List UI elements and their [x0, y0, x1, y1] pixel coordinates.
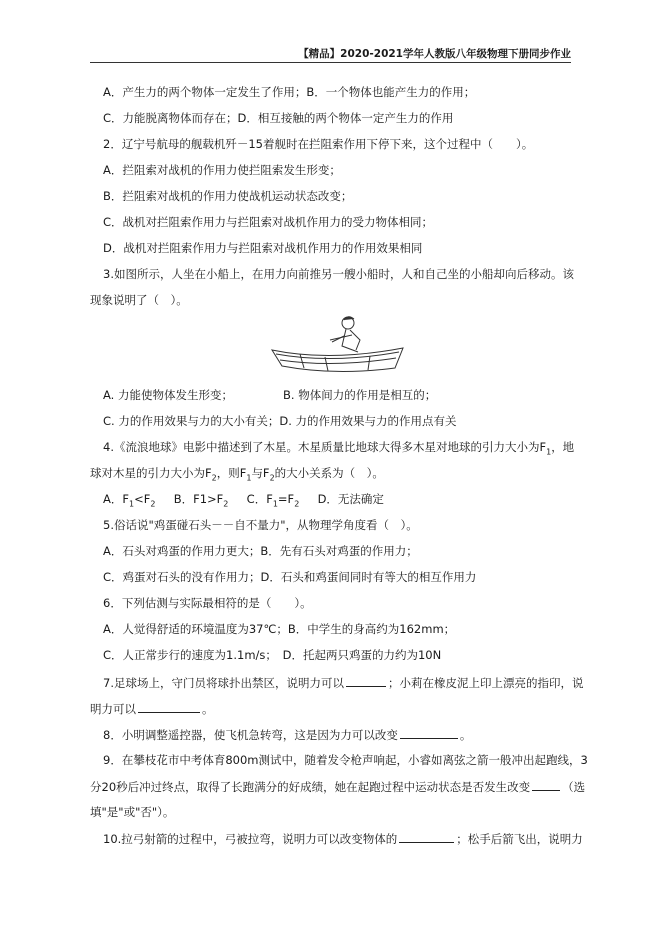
q2-stem: 2．辽宁号航母的舰载机歼－15着舰时在拦阻索作用下停下来，这个过程中（ ）。: [103, 137, 534, 151]
q5-stem: 5.俗话说"鸡蛋碰石头－－自不量力"，从物理学角度看（ ）。: [103, 518, 418, 532]
page-header: 【精品】2020-2021学年人教版八年级物理下册同步作业: [298, 48, 571, 60]
q4-sub-1: 1: [546, 447, 552, 457]
q4-text-1a: 4.《流浪地球》电影中描述到了木星。木星质量比地球大得多木星对地球的引力大小为F: [103, 440, 547, 454]
q10-text-b: ；松手后箭飞出，说明力: [456, 832, 583, 846]
q9-text-2b: （选: [562, 780, 586, 794]
q8-stem: [103, 727, 471, 742]
q4-opt-c-sub1: 1: [272, 499, 278, 509]
boat-figure: [270, 310, 405, 380]
q4-option-c: [246, 492, 300, 509]
q3-option-a-text: A. 力能使物体发生形变；: [103, 388, 233, 402]
q7-text-1b: ；小莉在橡皮泥上印上漂亮的指印，说: [387, 676, 584, 690]
q5-options-ab: A．石头对鸡蛋的作用力更大；B．先有石头对鸡蛋的作用力；: [103, 544, 418, 558]
q7-blank-1[interactable]: [346, 675, 386, 687]
q9-blank[interactable]: [532, 779, 560, 791]
q4-sub-2: 2: [211, 473, 217, 483]
q4-opt-a-1: A．F: [103, 492, 129, 506]
q6-options-ab: A．人觉得舒适的环境温度为37℃；B．中学生的身高约为162mm；: [103, 622, 456, 636]
q4-opt-a-sub2: 2: [150, 499, 156, 509]
q7-text-1a: 7.足球场上，守门员将球扑出禁区，说明力可以: [103, 676, 344, 690]
q4-option-a: [103, 492, 156, 509]
q4-sub-4: 2: [269, 473, 275, 483]
q7-text-2b: 。: [202, 702, 214, 716]
q10-stem: [103, 831, 583, 846]
q4-option-b: [173, 492, 229, 509]
header-rule: [90, 62, 571, 63]
q4-option-d: D．无法确定: [317, 492, 384, 506]
q4-opt-c-2: =F: [277, 492, 295, 506]
q8-blank[interactable]: [400, 727, 458, 739]
q4-opt-b-1: B．F1>F: [173, 492, 224, 506]
q2-option-a: A．拦阻索对战机的作用力使拦阻索发生形变；: [103, 163, 341, 177]
q7-text-2a: 明力可以: [90, 702, 136, 716]
q7-blank-2[interactable]: [138, 701, 200, 713]
q4-options: [103, 492, 384, 511]
q8-text-a: 8．小明调整遥控器，使飞机急转弯，这是因为力可以改变: [103, 728, 398, 742]
q3-option-a: [103, 388, 233, 402]
q2-option-d: D．战机对拦阻索作用力与拦阻索对战机作用力的作用效果相同: [103, 241, 423, 255]
q3-stem-1: 3.如图所示，人坐在小船上，在用力向前推另一艘小船时，人和自己坐的小船却向后移动。该: [103, 267, 574, 281]
q1-options-ab: A．产生力的两个物体一定发生了作用；B．一个物体也能产生力的作用；: [103, 85, 476, 99]
q4-text-2d: 的大小关系为（ ）。: [274, 466, 384, 480]
q6-stem: 6．下列估测与实际最相符的是（ ）。: [103, 596, 312, 610]
q2-option-b: B．拦阻索对战机的作用力使战机运动状态改变；: [103, 189, 353, 203]
q4-opt-c-sub2: 2: [294, 499, 300, 509]
q2-option-c: C．战机对拦阻索作用力与拦阻索对战机作用力的受力物体相同；: [103, 215, 434, 229]
q4-text-2c: 与F: [251, 466, 270, 480]
q4-opt-c-1: C．F: [246, 492, 273, 506]
q4-text-2b: ，则F: [216, 466, 247, 480]
q10-text-a: 10.拉弓射箭的过程中，弓被拉弯，说明力可以改变物体的: [103, 832, 398, 846]
q4-sub-3: 1: [246, 473, 252, 483]
q4-text-2a: 球对木星的引力大小为F: [90, 466, 212, 480]
q10-blank[interactable]: [399, 831, 454, 843]
q4-stem-2: [90, 466, 384, 485]
q9-stem-1: 9．在攀枝花市中考体育800m测试中，随着发令枪声响起，小睿如离弦之箭一般冲出起跑线，3: [103, 753, 588, 767]
q4-opt-a-2: <F: [134, 492, 151, 506]
q3-stem-2: 现象说明了（ ）。: [90, 293, 188, 307]
q4-opt-a-sub1: 1: [128, 499, 135, 509]
q9-text-2a: 分20秒后冲过终点，取得了长跑满分的好成绩，她在起跑过程中运动状态是否发生改变: [90, 780, 531, 794]
q9-stem-2: [90, 779, 585, 794]
q1-options-cd: C．力能脱离物体而存在；D．相互接触的两个物体一定产生力的作用: [103, 111, 454, 125]
q8-text-b: 。: [459, 728, 472, 742]
q4-text-1b: ，地: [551, 440, 575, 454]
q7-stem-1: [103, 675, 583, 690]
q3-options-cd: C. 力的作用效果与力的大小有关；D. 力的作用效果与力的作用点有关: [103, 414, 457, 428]
q7-stem-2: [90, 701, 214, 716]
q9-stem-3: 填"是"或"否"）。: [90, 805, 175, 819]
q4-opt-b-sub: 2: [223, 499, 229, 509]
q3-option-b: B. 物体间力的作用是相互的；: [283, 388, 437, 402]
q4-stem-1: [103, 440, 574, 459]
q6-options-cd: C．人正常步行的速度为1.1m/s； D．托起两只鸡蛋的力约为10N: [103, 648, 442, 662]
q5-options-cd: C．鸡蛋对石头的没有作用力；D．石头和鸡蛋间同时有等大的相互作用力: [103, 570, 477, 584]
